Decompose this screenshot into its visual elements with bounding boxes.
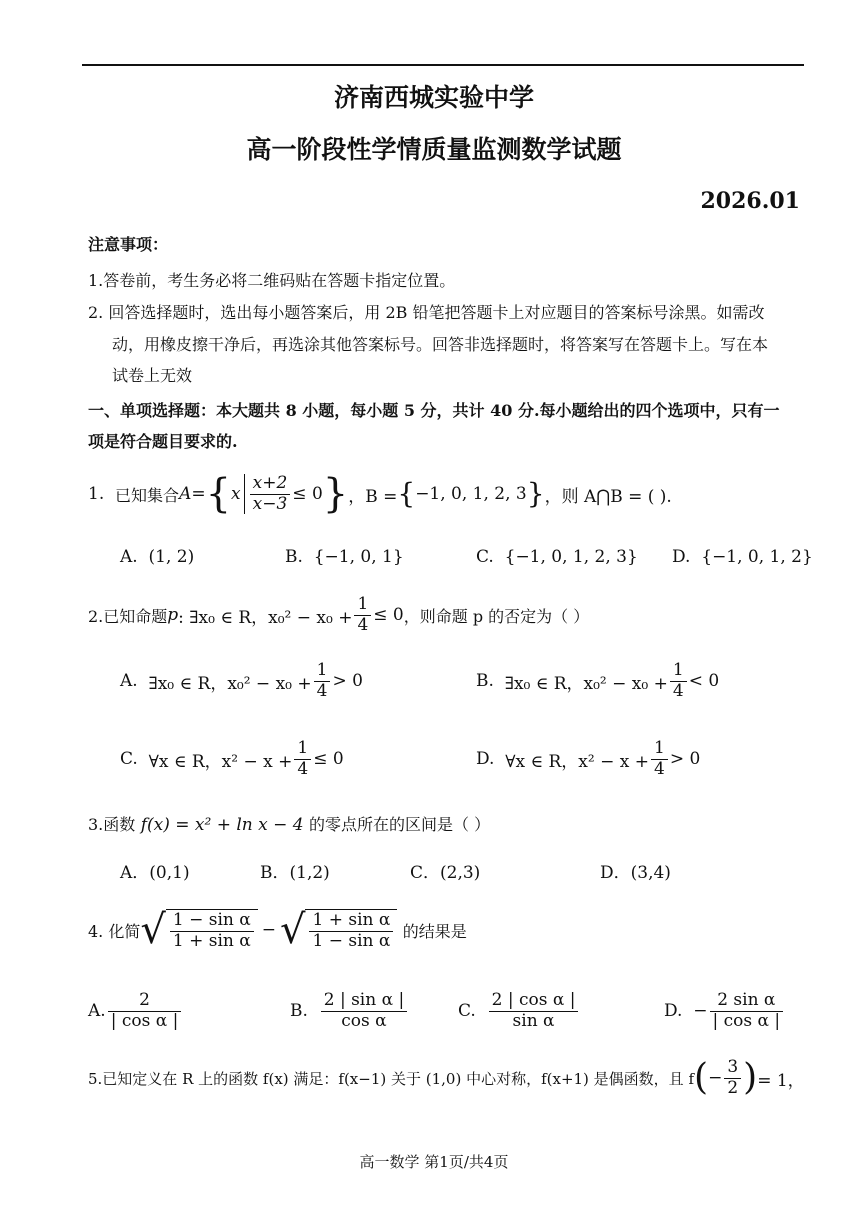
q1-right-brace: } bbox=[322, 471, 349, 517]
q1-left-brace: { bbox=[205, 471, 232, 517]
q2-option-d-label: D. bbox=[476, 749, 495, 769]
q5-frac-den: 2 bbox=[727, 1077, 739, 1098]
q2-option-b-fraction bbox=[670, 661, 687, 701]
q1-equals: = bbox=[191, 484, 206, 504]
q2-d-frac-den: 4 bbox=[653, 758, 665, 779]
note-item-2-line-3: 试卷上无效 bbox=[112, 366, 193, 385]
question-1 bbox=[88, 466, 672, 522]
q1-b-set: −1, 0, 1, 2, 3 bbox=[415, 484, 527, 504]
exam-title: 高一阶段性学情质量监测数学试题 bbox=[246, 135, 622, 164]
q4-option-b-label: B. bbox=[290, 1001, 308, 1021]
q4-radical-1: √ bbox=[140, 907, 166, 953]
q1-b-left-brace: { bbox=[397, 477, 416, 510]
q4-option-b-fraction bbox=[321, 991, 407, 1031]
q5-tail: = 1， bbox=[757, 1070, 805, 1091]
question-5 bbox=[88, 1050, 805, 1106]
q4-option-a bbox=[88, 985, 183, 1037]
q2-option-d-body: ∀x ∈ R，x² − x + bbox=[505, 751, 649, 772]
q2-a-frac-num: 1 bbox=[314, 661, 331, 682]
q2-option-c-fraction bbox=[294, 739, 311, 779]
q5-fraction bbox=[724, 1058, 741, 1098]
q4-option-d-label: D. bbox=[664, 1001, 683, 1021]
q2-d-frac-num: 1 bbox=[651, 739, 668, 760]
q2-c-frac-den: 4 bbox=[297, 758, 309, 779]
q3-option-c: C．(2,3) bbox=[410, 863, 481, 883]
q2-option-d-tail: > 0 bbox=[669, 749, 701, 769]
q4-option-a-fraction bbox=[108, 991, 182, 1031]
q1-prefix: 已知集合 bbox=[115, 485, 180, 505]
q4-frac2-num: 1 + sin α bbox=[309, 911, 393, 932]
q1-b-right-brace: } bbox=[526, 477, 545, 510]
q1-option-c-text: {−1, 0, 1, 2, 3} bbox=[504, 547, 638, 567]
q1-fraction-denominator: x−3 bbox=[252, 493, 288, 514]
q2-fraction bbox=[354, 595, 371, 635]
top-rule bbox=[82, 64, 804, 66]
q1-option-d-text: {−1, 0, 1, 2} bbox=[701, 547, 813, 567]
q4-option-d-sign: − bbox=[693, 1001, 708, 1021]
notes-heading: 注意事项： bbox=[88, 235, 169, 254]
q3-option-b: B．(1,2) bbox=[260, 863, 330, 883]
q1-le-zero: ≤ 0 bbox=[292, 484, 323, 504]
q2-p: p bbox=[167, 605, 179, 625]
q2-option-a-label: A. bbox=[120, 671, 138, 691]
q5-left-paren: ( bbox=[694, 1057, 709, 1098]
q4-c-num: 2 | cos α | bbox=[489, 991, 579, 1012]
q4-fraction-2 bbox=[309, 911, 393, 951]
q4-a-den: | cos α | bbox=[110, 1010, 179, 1031]
q4-sqrt-2 bbox=[305, 909, 397, 951]
q2-option-c-body: ∀x ∈ R，x² − x + bbox=[148, 751, 293, 772]
q3-option-d: D．(3,4) bbox=[600, 863, 671, 883]
q4-sqrt-1 bbox=[166, 909, 258, 951]
q2-option-b-body: ∃x₀ ∈ R，x₀² − x₀ + bbox=[504, 673, 668, 694]
q2-option-c-tail: ≤ 0 bbox=[313, 749, 344, 769]
q4-option-d bbox=[664, 985, 785, 1037]
q2-option-b-tail: < 0 bbox=[688, 671, 720, 691]
q1-option-b-label: B. bbox=[285, 547, 303, 567]
question-2 bbox=[88, 590, 589, 640]
q4-option-c-label: C. bbox=[458, 1001, 476, 1021]
section-1-line-1: 一、单项选择题：本大题共 8 小题，每小题 5 分，共计 40 分.每小题给出的四个选项中，只有一 bbox=[88, 401, 780, 420]
q4-option-d-fraction bbox=[710, 991, 784, 1031]
note-item-2-line-1: 2. 回答选择题时，选出每小题答案后，用 2B 铅笔把答题卡上对应题目的答案标号涂黑。如需改 bbox=[88, 303, 765, 322]
q5-arg-sign: − bbox=[708, 1068, 723, 1088]
q4-fraction-1 bbox=[170, 911, 254, 951]
q1-var-x: x bbox=[231, 484, 241, 504]
q4-c-den: sin α bbox=[512, 1010, 555, 1031]
q4-minus: − bbox=[261, 920, 276, 940]
q2-option-a bbox=[120, 656, 363, 706]
school-name: 济南西城实验中学 bbox=[333, 83, 534, 112]
q2-option-d bbox=[476, 734, 700, 784]
q1-option-d-label: D. bbox=[672, 547, 691, 567]
q5-right-paren: ) bbox=[743, 1057, 758, 1098]
q3-tail: 的零点所在的区间是（ ） bbox=[309, 815, 491, 834]
q2-prefix: 2.已知命题 bbox=[88, 606, 168, 626]
q1-option-b-text: {−1, 0, 1} bbox=[313, 547, 404, 567]
q4-option-c-fraction bbox=[489, 991, 579, 1031]
q1-option-c-label: C. bbox=[476, 547, 494, 567]
q3-prefix: 3.函数 bbox=[88, 815, 136, 834]
q4-frac2-den: 1 − sin α bbox=[312, 930, 391, 951]
q2-b-frac-den: 4 bbox=[672, 680, 684, 701]
q4-option-b bbox=[290, 985, 409, 1037]
page-footer: 高一数学 第1页/共4页 bbox=[359, 1153, 509, 1171]
q4-option-a-label: A. bbox=[88, 1001, 106, 1021]
q4-b-den: cos α bbox=[341, 1010, 387, 1031]
q1-option-a bbox=[120, 547, 194, 567]
q2-c-frac-num: 1 bbox=[294, 739, 311, 760]
q1-number: 1. bbox=[88, 484, 105, 504]
q1-option-a-text: (1, 2) bbox=[148, 547, 195, 567]
q2-b-frac-num: 1 bbox=[670, 661, 687, 682]
q2-a-frac-den: 4 bbox=[316, 680, 328, 701]
exam-date: 2026.01 bbox=[700, 188, 800, 214]
q1-set-bar bbox=[244, 474, 245, 514]
q1-set-a: A bbox=[179, 484, 192, 504]
q4-frac1-num: 1 − sin α bbox=[170, 911, 254, 932]
q1-option-c bbox=[476, 547, 638, 567]
q2-frac-den: 4 bbox=[357, 614, 369, 635]
q1-fraction bbox=[250, 474, 291, 514]
q2-option-b-label: B. bbox=[476, 671, 494, 691]
q1-option-d bbox=[672, 547, 813, 567]
q4-tail: 的结果是 bbox=[402, 921, 467, 941]
q2-option-a-tail: > 0 bbox=[332, 671, 363, 691]
q3-expression: f(x) = x² + ln x − 4 bbox=[140, 815, 304, 835]
q5-frac-num: 3 bbox=[724, 1058, 741, 1079]
q5-text: 5.已知定义在 R 上的函数 f(x) 满足：f(x−1) 关于 (1,0) 中心对称，f(x+1) 是偶函数，且 f bbox=[88, 1069, 695, 1088]
note-item-2-line-2: 动，用橡皮擦干净后，再选涂其他答案标号。回答非选择题时，将答案写在答题卡上。写在本 bbox=[112, 335, 769, 354]
q2-frac-num: 1 bbox=[354, 595, 371, 616]
q2-option-a-fraction bbox=[314, 661, 331, 701]
question-3 bbox=[88, 812, 490, 835]
q1-fraction-numerator: x+2 bbox=[250, 474, 291, 495]
q4-option-c bbox=[458, 985, 580, 1037]
q2-option-a-body: ∃x₀ ∈ R，x₀² − x₀ + bbox=[148, 673, 312, 694]
q2-option-c bbox=[120, 734, 344, 784]
q4-a-num: 2 bbox=[108, 991, 182, 1012]
q2-body: : ∃x₀ ∈ R，x₀² − x₀ + bbox=[178, 607, 353, 628]
q1-option-a-label: A. bbox=[120, 547, 138, 567]
q4-b-num: 2 | sin α | bbox=[321, 991, 407, 1012]
q1-tail: ，则 A⋂B = ( ). bbox=[544, 486, 672, 507]
q4-frac1-den: 1 + sin α bbox=[172, 930, 251, 951]
note-item-1: 1.答卷前，考生务必将二维码贴在答题卡指定位置。 bbox=[88, 271, 456, 290]
q4-radical-2: √ bbox=[279, 907, 306, 953]
q4-d-den: | cos α | bbox=[712, 1010, 781, 1031]
q4-prefix: 4. 化简 bbox=[88, 921, 141, 941]
q2-tail: ，则命题 p 的否定为（ ） bbox=[403, 606, 590, 626]
q4-d-num: 2 sin α bbox=[710, 991, 784, 1012]
q2-le-zero: ≤ 0 bbox=[373, 605, 404, 625]
q2-option-b bbox=[476, 656, 719, 706]
section-1-line-2: 项是符合题目要求的. bbox=[88, 432, 238, 451]
q2-option-d-fraction bbox=[651, 739, 668, 779]
q1-b-part: ，B = bbox=[348, 486, 398, 507]
q2-option-c-label: C. bbox=[120, 749, 138, 769]
q1-option-b bbox=[285, 547, 404, 567]
question-4 bbox=[88, 900, 467, 960]
q3-option-a: A．(0,1) bbox=[120, 863, 190, 883]
